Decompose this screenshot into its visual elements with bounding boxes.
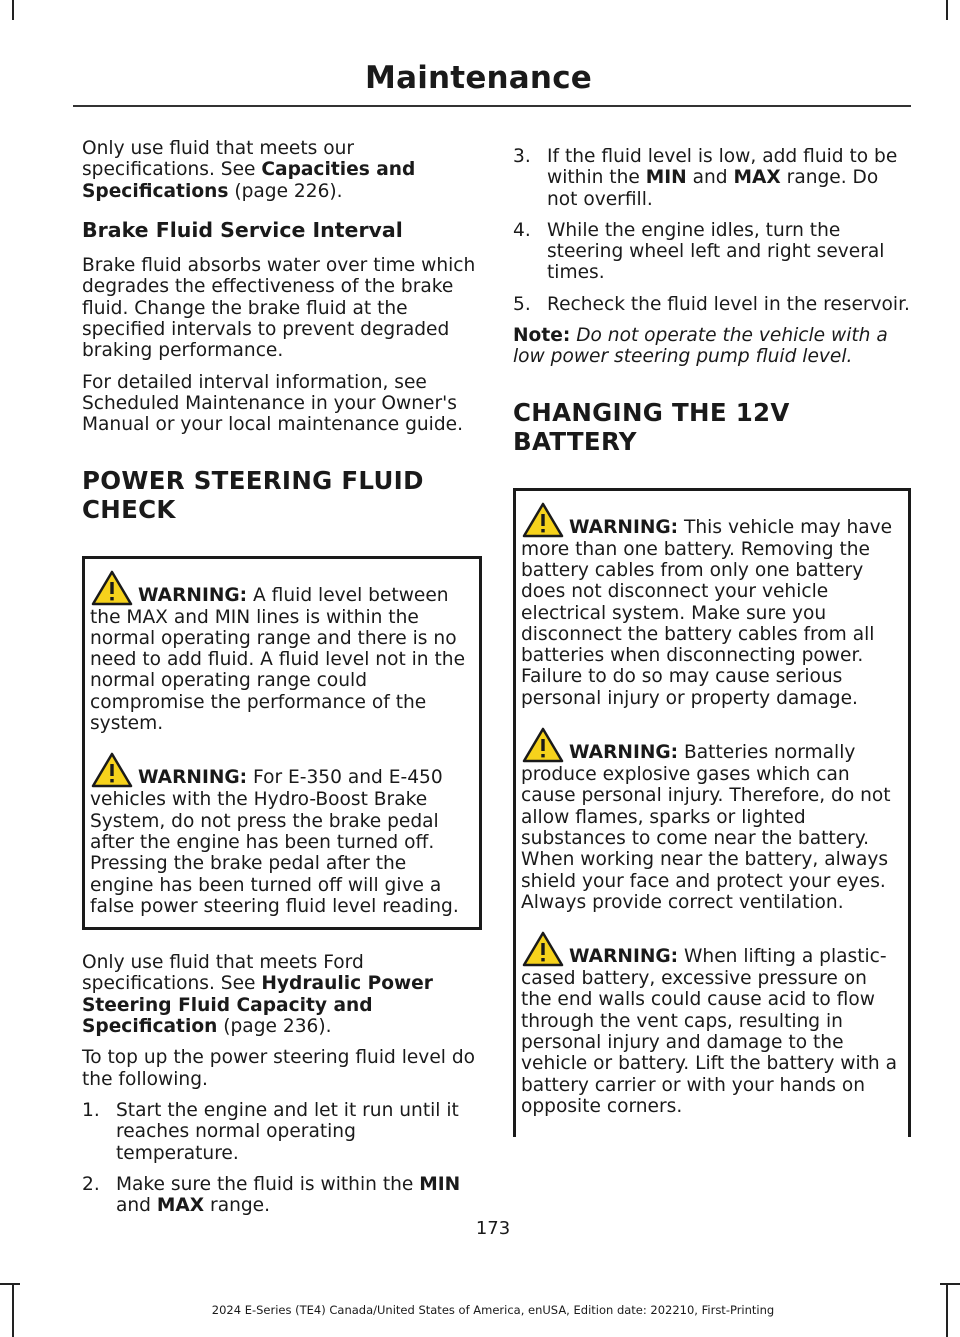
title-divider <box>73 105 911 107</box>
note-paragraph: Note: Do not operate the vehicle with a low power steering pump fluid level. <box>513 325 888 368</box>
warning-item <box>90 569 474 735</box>
brake-fluid-heading: Brake Fluid Service Interval <box>82 217 403 242</box>
crop-mark <box>946 0 948 20</box>
section-heading-power-steering: POWER STEERING FLUID CHECK <box>82 465 424 524</box>
topup-paragraph: To top up the power steering fluid level do the following. <box>82 1047 476 1090</box>
warning-label: WARNING: <box>569 946 679 968</box>
warning-text: When lifting a plastic-cased battery, excessive pressure on the end walls could cause acid to flow through the vent caps, resulting in personal injury and damage to the vehicle or battery. Lift the battery with a battery carrier or with your hands on opposite corners. <box>521 946 897 1117</box>
crop-mark <box>12 0 14 20</box>
warning-triangle-icon <box>521 501 565 539</box>
warning-box <box>513 488 911 1138</box>
warning-label: WARNING: <box>569 742 679 764</box>
warning-text: This vehicle may have more than one battery. Removing the battery cables from only one battery does not disconnect your vehicle electrical system. Make sure you disconnect the battery cables from all batteries when disconnecting power. Failure to do so may cause serious personal injury or property damage. <box>521 516 893 709</box>
warning-text: Batteries normally produce explosive gases which can cause personal injury. Therefore, do not allow flames, sparks or lighted substances to come near the battery. When working near the battery, always shield your face and protect your eyes. Always provide correct ventilation. <box>521 742 891 913</box>
crop-mark <box>940 1283 960 1285</box>
warning-item <box>90 751 474 917</box>
capacities-link[interactable]: Capacities and Specifications <box>82 159 416 202</box>
interval-info-paragraph: For detailed interval information, see Scheduled Maintenance in your Owner's Manual or your local maintenance guide. <box>82 371 463 436</box>
warning-text: A fluid level between the MAX and MIN lines is within the normal operating range and there is no need to add fluid. A fluid level not in the normal operating range could compromise the performance of the system. <box>90 584 466 735</box>
warning-item <box>521 501 903 709</box>
warning-text: For E-350 and E-450 vehicles with the Hydro-Boost Brake System, do not press the brake pedal after the engine has been turned off. Pressing the brake pedal after the engine has been turned off will give a false power steering fluid level reading. <box>90 767 459 917</box>
warning-label: WARNING: <box>569 516 679 538</box>
list-item: 4. While the engine idles, turn the steering wheel left and right several times. <box>513 219 885 284</box>
list-item: 5. Recheck the fluid level in the reservoir. <box>513 293 910 315</box>
warning-item <box>521 726 903 913</box>
warning-triangle-icon <box>90 751 134 789</box>
page-number: 173 <box>475 1218 511 1239</box>
warning-item <box>521 930 903 1117</box>
list-item: 3. If the fluid level is low, add fluid to be within the MIN and MAX range. Do not overfill. <box>513 146 898 210</box>
warning-triangle-icon <box>521 930 565 968</box>
right-column <box>513 146 911 1159</box>
list-item: 2. Make sure the fluid is within the MIN and MAX range. <box>82 1173 461 1217</box>
ford-fluid-paragraph: Only use fluid that meets Ford specifications. See Hydraulic Power Steering Fluid Capacity and Specification (page 236). <box>82 952 433 1038</box>
intro-paragraph: Only use fluid that meets our specifications. See Capacities and Specifications (page 226). <box>82 138 416 202</box>
warning-box <box>82 556 482 931</box>
warning-triangle-icon <box>521 726 565 764</box>
warning-label: WARNING: <box>138 767 248 789</box>
page-title: Maintenance <box>365 60 592 96</box>
crop-mark <box>0 1283 20 1285</box>
edition-footer: 2024 E-Series (TE4) Canada/United States of America, enUSA, Edition date: 202210, First-Printing <box>211 1303 775 1317</box>
section-heading-battery: CHANGING THE 12V BATTERY <box>513 397 790 456</box>
brake-fluid-paragraph: Brake fluid absorbs water over time which degrades the effectiveness of the brake fluid. Change the brake fluid at the specified intervals to prevent degraded braking performance. <box>82 255 476 362</box>
hydraulic-fluid-link[interactable]: Hydraulic Power Steering Fluid Capacity and Specification <box>82 973 433 1038</box>
warning-label: WARNING: <box>138 584 248 606</box>
list-item: 1. Start the engine and let it run until it reaches normal operating temperature. <box>82 1099 459 1164</box>
warning-triangle-icon <box>90 569 134 607</box>
left-column <box>82 138 482 1226</box>
